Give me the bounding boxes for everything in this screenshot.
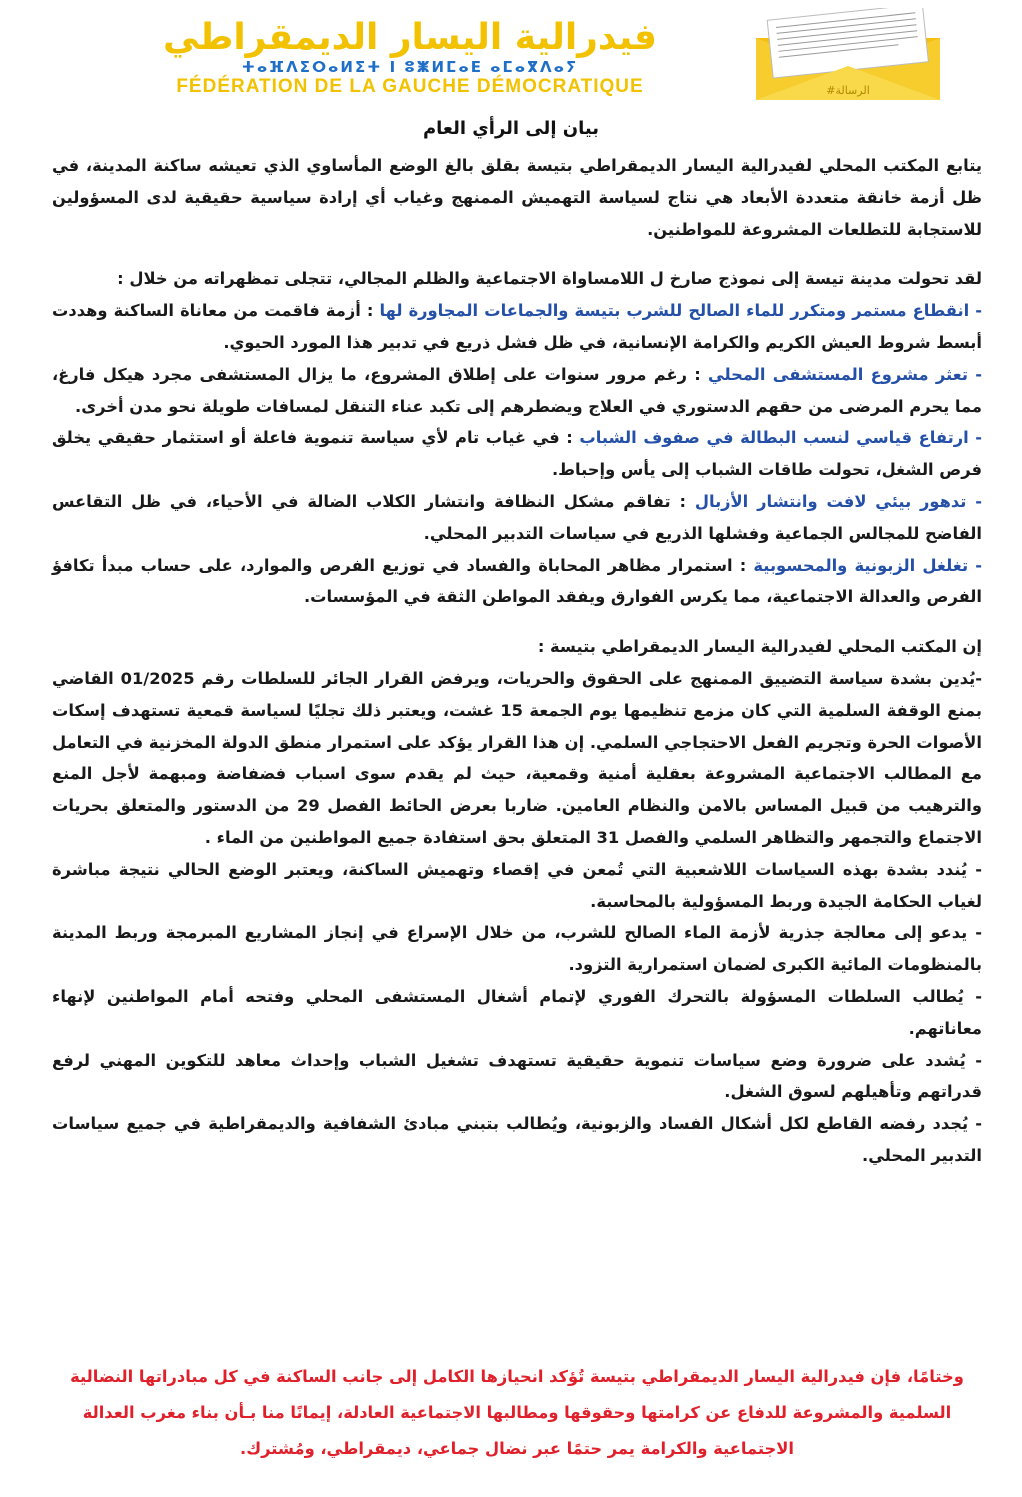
issue-text: : رغم مرور سنوات على إطلاق المشروع، ما يزال المستشفى مجرد هيكل فارغ، مما يحرم المرضى من حقهم الدستوري في العلاج ويضطرهم إلى تكبد عناء التنقل لمسافات طويلة نحو مدن أخرى.: [52, 364, 982, 416]
closing-paragraph: وختامًا، فإن فيدرالية اليسار الديمقراطي بتيسة تُؤكد انحيازها الكامل إلى جانب الساكنة في كل مبادراتها النضالية السلمية والمشروعة للدفاع عن كرامتها وحقوقها ومطالبها الاجتماعية العادلة، إيمانًا منا بـأن بناء مغرب العدالة الاجتماعية والكرامة يمر حتمًا عبر نضال جماعي، ديمقراطي، ومُشترك.: [70, 1367, 964, 1458]
issue-item: [52, 422, 982, 486]
issue-text: : أزمة فاقمت من معاناة الساكنة وهددت أبسط شروط العيش الكريم والكرامة الإنسانية، في ظل فشل ذريع في تدبير هذا المورد الحيوي.: [52, 301, 982, 352]
federation-logo: [80, 18, 740, 98]
position-item: - يدعو إلى معالجة جذرية لأزمة الماء الصالح للشرب، من خلال الإسراع في إنجاز المشاريع المبرمجة وربط المدينة بالمنظومات المائية الكبرى لضمان استمرارية التزود.: [52, 923, 982, 975]
letterhead: [0, 0, 1022, 110]
issue-item: [52, 486, 982, 550]
issue-heading: - تعثر مشروع المستشفى المحلي: [708, 364, 982, 384]
issue-text: : في غياب تام لأي سياسة تنموية فاعلة أو استثمار حقيقي يخلق فرص الشغل، تحولت طاقات الشباب إلى يأس وإحباط.: [52, 428, 982, 480]
issue-item: [52, 359, 982, 423]
issue-item: [52, 295, 982, 359]
issue-heading: - تدهور بيئي لافت وانتشار الأزبال: [694, 491, 983, 511]
logo-tifinagh-name: ⵜⴰⴼⴷⵉⵔⴰⵍⵉⵜ ⵏ ⵓⵥⵍⵎⴰⴹ ⴰⵎⴰⴳⴷⴰⵢ: [241, 58, 579, 76]
logo-french-name: FÉDÉRATION DE LA GAUCHE DÉMOCRATIQUE: [176, 76, 644, 97]
issue-heading: - ارتفاع قياسي لنسب البطالة في صفوف الشباب: [579, 428, 982, 448]
position-item: - يُندد بشدة بهذه السياسات اللاشعبية التي تُمعن في إقصاء وتهميش الساكنة، ويعتبر الوضع الحالي نتيجة مباشرة لغياب الحكامة الجيدة وربط المسؤولية بالمحاسبة.: [52, 859, 982, 911]
position-item: - يُشدد على ضرورة وضع سياسات تنموية حقيقية تستهدف تشغيل الشباب وإحداث معاهد للتكوين المهني لرفع قدراتهم وتأهيلهم لسوق الشغل.: [52, 1050, 982, 1102]
logo-arabic-name: فيدرالية اليسار الديمقراطي: [163, 17, 657, 58]
intro-paragraph: يتابع المكتب المحلي لفيدرالية اليسار الديمقراطي بتيسة بقلق بالغ الوضع المأساوي الذي تعيشه ساكنة المدينة، في ظل أزمة خانقة متعددة الأبعاد هي نتاج لسياسة التهميش الممنهج وغياب أي إرادة سياسية حقيقية لدى المسؤولين للاستجابة للتطلعات المشروعة للمواطنين.: [52, 156, 982, 239]
manifest-lead: لقد تحولت مدينة تيسة إلى نموذج صارخ ل اللامساواة الاجتماعية والظلم المجالي، تتجلى تمظهراته من خلال :: [117, 269, 982, 289]
issue-text: : استمرار مظاهر المحاباة والفساد في توزيع الفرص والموارد، على حساب مبدأ تكافؤ الفرص والعدالة الاجتماعية، مما يكرس الفوارق ويفقد المواطن الثقة في المؤسسات.: [52, 555, 982, 607]
statement-body: [52, 150, 982, 1172]
position-item: - يُطالب السلطات المسؤولة بالتحرك الفوري لإتمام أشغال المستشفى المحلي وفتحه أمام المواطنين لإنهاء معاناتهم.: [52, 986, 982, 1038]
issue-heading: - انقطاع مستمر ومتكرر للماء الصالح للشرب بتيسة والجماعات المجاورة لها: [379, 301, 983, 321]
position-item: -يُدين بشدة سياسة التضييق الممنهج على الحقوق والحريات، ويرفض القرار الجائر للسلطات رقم 01/2025 القاضي بمنع الوقفة السلمية التي كان مزمع تنظيمها يوم الجمعة 15 غشت، ويعتبر ذلك تجليًا لسياسة قمعية تستهدف إسكات الأصوات الحرة وتجريم الفعل الاحتجاجي السلمي. إن هذا القرار يؤكد على استمرار منطق الدولة المخزنية في التعامل مع المطالب الاجتماعية المشروعة بعقلية أمنية وقمعية، حيث لم يقدم سوى اسباب فضفاضة ومبهمة لأجل المنع والترهيب من قبيل المساس بالامن والنظام العامين. ضاربا بعرض الحائط الفصل 29 من الدستور والمتعلق بحريات الاجتماع والتجمهر والتظاهر السلمي والفصل 31 المتعلق بحق استفادة جميع المواطنين من الماء .: [52, 668, 983, 847]
issue-heading: - تغلغل الزبونية والمحسوبية: [753, 555, 982, 575]
page-title: بيان إلى الرأي العام: [422, 118, 599, 139]
position-item: - يُجدد رفضه القاطع لكل أشكال الفساد والزبونية، ويُطالب بتبني مبادئ الشفافية والديمقراطية في جميع سياسات التدبير المحلي.: [52, 1114, 982, 1165]
envelope-label: #الرسالة: [826, 84, 870, 97]
issue-item: [52, 550, 982, 614]
envelope-icon: [748, 8, 948, 104]
positions-lead: إن المكتب المحلي لفيدرالية اليسار الديمقراطي بتيسة :: [537, 637, 982, 657]
issue-text: : تفاقم مشكل النظافة وانتشار الكلاب الضالة في الأحياء، في ظل التقاعس الفاضح للمجالس الجماعية وفشلها الذريع في سياسات التدبير المحلي.: [52, 491, 982, 543]
